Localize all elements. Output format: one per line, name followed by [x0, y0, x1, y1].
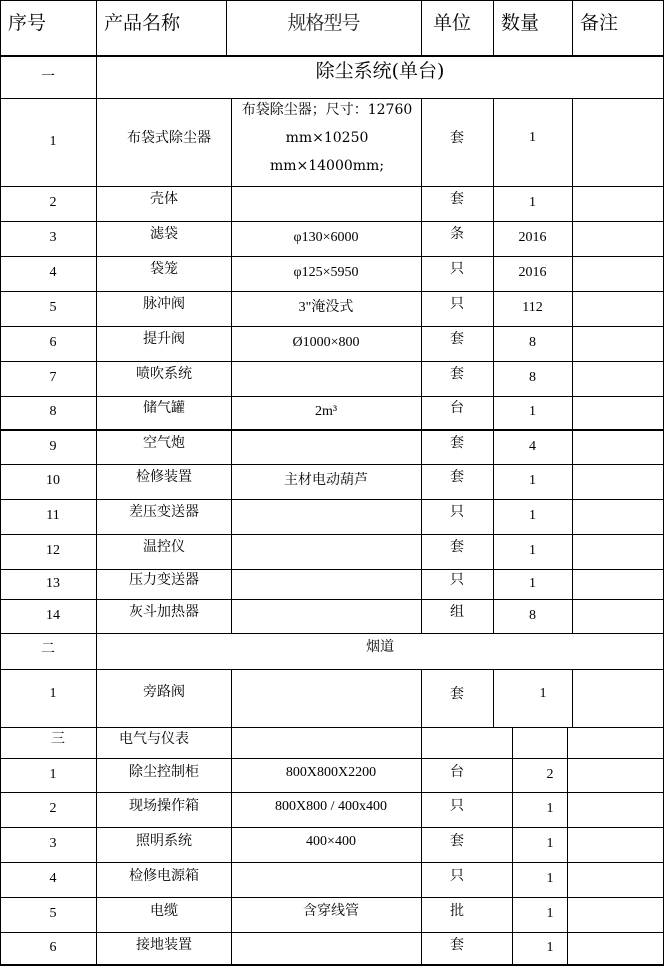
- s3-row4-spec: [231, 860, 431, 895]
- s3-row4-unit: 只: [450, 868, 464, 885]
- s1-row3-qty: 2016: [518, 230, 547, 246]
- s3-row5-spec: 含穿线管: [303, 904, 359, 920]
- s1-row4-seq: 4: [49, 265, 57, 281]
- rule: [493, 0, 494, 56]
- header-spec-label: 规格型号: [287, 11, 360, 34]
- s1-row6-seq: 6: [49, 335, 57, 351]
- s1-row12-name: 温控仪: [143, 539, 185, 556]
- s1-row4-spec: φ125×5950: [293, 265, 359, 281]
- s1-row4-name: 袋笼: [150, 261, 178, 278]
- s1-row6-unit: 套: [450, 331, 464, 348]
- s3-row2-name: 现场操作箱: [129, 798, 199, 815]
- s1-row3-spec: φ130×6000: [293, 230, 359, 246]
- s1-row1-unit: 套: [450, 129, 464, 146]
- s1-row1-qty: 1: [529, 129, 536, 145]
- s3-row1-spec: 800X800X2200: [285, 764, 377, 780]
- s1-row8-name: 储气罐: [143, 400, 185, 417]
- rule: [0, 55, 664, 57]
- s3-row1-seq: 1: [49, 766, 57, 782]
- s1-row11-seq: 11: [46, 508, 60, 524]
- s1-row14-qty: 8: [529, 607, 536, 623]
- s1-row9-spec: [231, 431, 421, 464]
- s1-row3-unit: 条: [450, 226, 464, 243]
- s1-row2-qty: 1: [529, 195, 536, 211]
- s1-row7-qty: 8: [529, 370, 536, 386]
- s2-row1-seq: 1: [49, 685, 57, 701]
- s3-row2-spec: 800X800 / 400x400: [275, 799, 387, 815]
- rule: [572, 0, 573, 56]
- s1-row12-qty: 1: [529, 543, 536, 559]
- s1-row5-spec: 3"淹没式: [298, 300, 354, 316]
- s3-row3-name: 照明系统: [136, 833, 192, 850]
- s1-row5-qty: 112: [522, 300, 543, 316]
- s1-row10-qty: 1: [529, 473, 536, 489]
- s1-row11-name: 差压变送器: [129, 504, 199, 521]
- s1-row11-spec: [231, 499, 421, 534]
- s1-row8-unit: 台: [450, 400, 464, 417]
- s3-row1-unit: 台: [450, 763, 464, 780]
- s3-row3-spec: 400×400: [306, 834, 356, 850]
- header-name: 产品名称: [104, 11, 181, 34]
- rule: [421, 0, 422, 56]
- s1-row8-qty: 1: [529, 404, 536, 420]
- s1-row8-seq: 8: [49, 404, 57, 420]
- s1-row9-qty: 4: [529, 439, 536, 455]
- rule: [0, 964, 664, 966]
- header-remark: 备注: [580, 11, 619, 34]
- s1-row9-seq: 9: [49, 439, 57, 455]
- s1-row5-seq: 5: [49, 300, 57, 316]
- rule: [0, 98, 664, 99]
- section-3-seq: 三: [51, 730, 65, 747]
- s1-row4-qty: 2016: [518, 265, 547, 281]
- s1-row10-name: 检修装置: [136, 469, 192, 486]
- s1-row12-unit: 套: [450, 539, 464, 556]
- s1-row1-name: 布袋式除尘器: [127, 129, 211, 146]
- s1-row2-seq: 2: [49, 195, 57, 211]
- s1-row14-seq: 14: [46, 607, 60, 623]
- s1-row10-seq: 10: [46, 473, 60, 489]
- s1-row10-spec: 主材电动葫芦: [284, 473, 368, 489]
- s3-row6-spec: [231, 930, 431, 962]
- s1-row6-spec: Ø1000×800: [292, 335, 360, 351]
- s1-row2-unit: 套: [450, 191, 464, 208]
- s1-row5-name: 脉冲阀: [143, 296, 185, 313]
- rule: [0, 0, 664, 1]
- s3-row4-qty: 1: [546, 871, 554, 887]
- s1-row6-name: 提升阀: [143, 331, 185, 348]
- s3-row6-qty: 1: [546, 939, 554, 955]
- s1-row7-seq: 7: [49, 370, 57, 386]
- s2-row1-name: 旁路阀: [143, 683, 185, 700]
- s1-row14-unit: 组: [450, 603, 464, 620]
- s3-row2-unit: 只: [450, 798, 464, 815]
- s3-row5-seq: 5: [49, 906, 57, 922]
- s2-row1-qty: 1: [539, 685, 547, 701]
- s3-row5-unit: 批: [450, 903, 464, 920]
- s1-row7-name: 喷吹系统: [136, 366, 192, 383]
- s1-row13-name: 压力变送器: [129, 571, 199, 588]
- section-1-seq: 一: [41, 68, 55, 85]
- s1-row12-seq: 12: [46, 543, 60, 559]
- section-3-title: 电气与仪表: [119, 730, 189, 747]
- s1-row13-seq: 13: [46, 575, 60, 591]
- s3-row1-name: 除尘控制柜: [129, 763, 199, 780]
- s1-row4-unit: 只: [450, 261, 464, 278]
- s2-row1-unit: 套: [450, 685, 464, 702]
- s1-row1-spec-line2: mm×10250: [285, 130, 369, 146]
- s1-row1-spec: [232, 96, 422, 180]
- s1-row2-name: 壳体: [150, 191, 178, 208]
- s1-row1-spec-line3: mm×14000mm;: [269, 158, 385, 174]
- s3-row2-seq: 2: [49, 801, 57, 817]
- rule: [226, 0, 227, 56]
- s3-row3-unit: 套: [450, 833, 464, 850]
- s1-row8-spec: 2m³: [314, 404, 338, 420]
- s1-row14-name: 灰斗加热器: [129, 603, 199, 620]
- header-seq: 序号: [8, 11, 47, 34]
- s3-row6-unit: 套: [450, 936, 464, 953]
- s1-row7-spec: [231, 361, 421, 396]
- s1-row13-qty: 1: [529, 575, 536, 591]
- s3-row4-seq: 4: [49, 871, 57, 887]
- s3-row1-qty: 2: [546, 766, 554, 782]
- s1-row9-unit: 套: [450, 435, 464, 452]
- s1-row11-unit: 只: [450, 504, 464, 521]
- s1-row13-spec: [231, 569, 421, 599]
- s3-row4-name: 检修电源箱: [129, 868, 199, 885]
- s1-row11-qty: 1: [529, 508, 536, 524]
- s1-row6-qty: 8: [529, 335, 536, 351]
- s1-row7-unit: 套: [450, 366, 464, 383]
- s1-row14-spec: [231, 599, 421, 633]
- section-2-seq: 二: [41, 640, 55, 657]
- header-unit: 单位: [433, 11, 472, 34]
- s1-row1-seq: 1: [49, 133, 57, 149]
- header-qty: 数量: [501, 11, 540, 34]
- s3-row6-name: 接地装置: [136, 936, 192, 953]
- s1-row1-spec-line1: 布袋除尘器；尺寸：12760: [241, 102, 413, 118]
- s1-row12-spec: [231, 534, 421, 569]
- s3-row5-name: 电缆: [150, 903, 178, 920]
- s3-row3-qty: 1: [546, 836, 554, 852]
- s3-row5-qty: 1: [546, 906, 554, 922]
- s3-row6-seq: 6: [49, 939, 57, 955]
- s1-row9-name: 空气炮: [143, 435, 185, 452]
- header-spec: [226, 0, 421, 46]
- s1-row3-seq: 3: [49, 230, 57, 246]
- s1-row10-unit: 套: [450, 469, 464, 486]
- s1-row13-unit: 只: [450, 571, 464, 588]
- s3-row2-qty: 1: [546, 801, 554, 817]
- s1-row3-name: 滤袋: [150, 226, 178, 243]
- section-1-title: 除尘系统(单台): [315, 59, 445, 82]
- section-2-title: 烟道: [366, 638, 394, 655]
- s1-row2-spec: [231, 186, 421, 221]
- rule: [572, 98, 573, 634]
- s3-row3-seq: 3: [49, 836, 57, 852]
- s1-row5-unit: 只: [450, 296, 464, 313]
